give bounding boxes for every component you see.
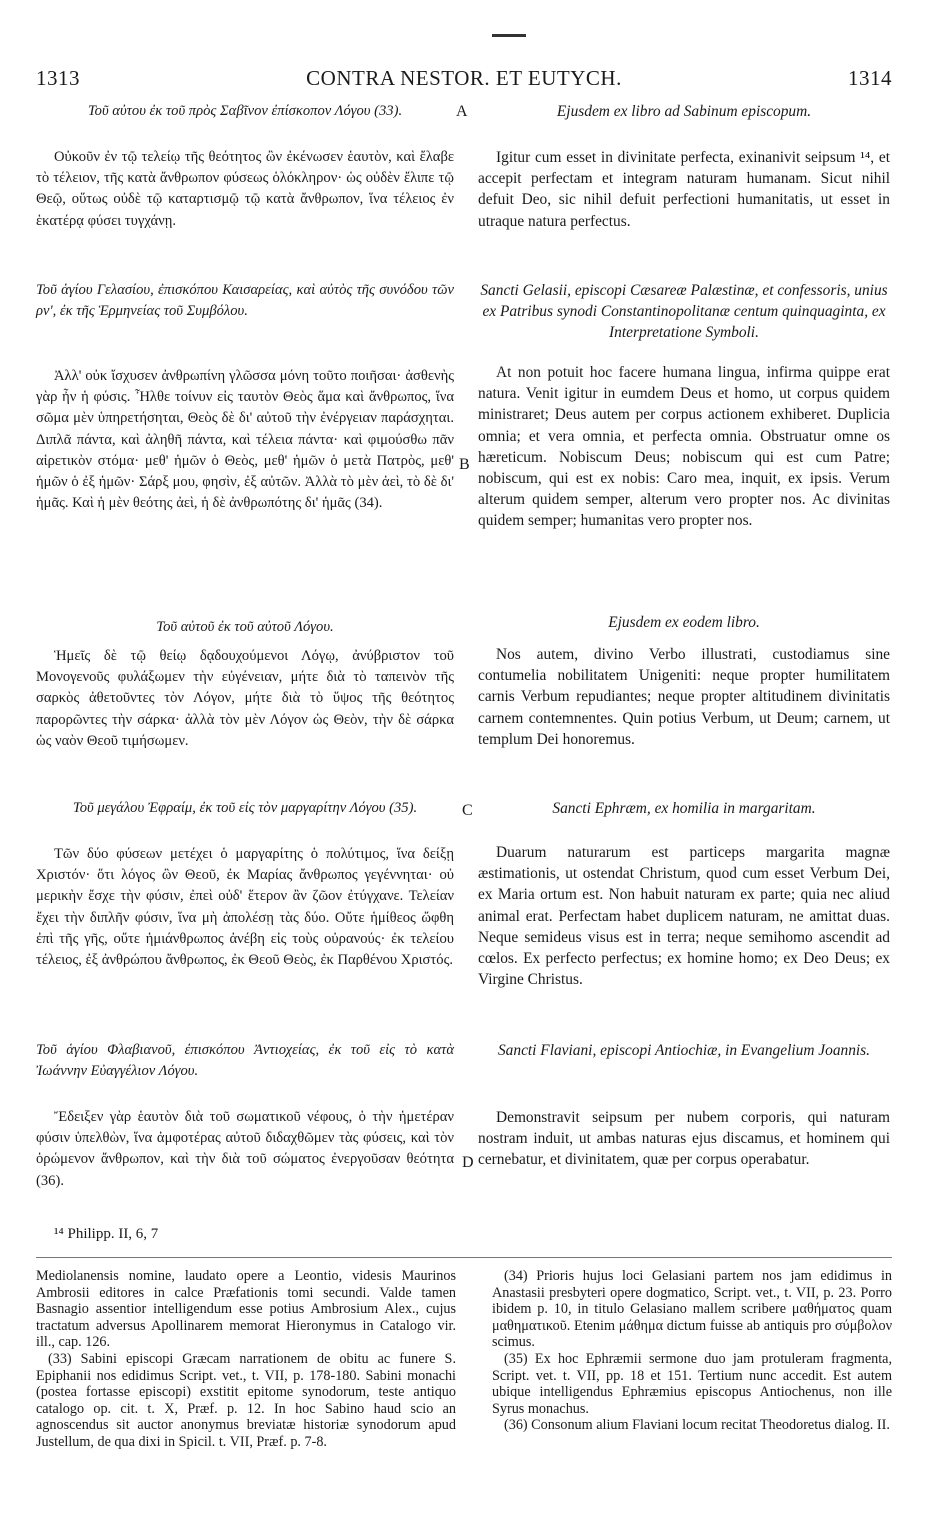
latin-heading-text: Ejusdem ex eodem libro. [608,614,760,631]
greek-paragraph-text: Ἔδειξεν γὰρ ἑαυτὸν διὰ τοῦ σωματικοῦ νέφους, ὁ τὴν ἡμετέραν φύσιν ὑπελθὼν, ἵνα ἀμφοτέρας αὐτοῦ διδαχθῶμεν τὰς φύσεις, καὶ τὸν ὁρώμενον ἄνθρωπον, καὶ τὴν διὰ τοῦ σώματος ἐνεργοῦσαν θεότητα (36). [36,1109,454,1189]
greek-paragraph-text: Τῶν δύο φύσεων μετέχει ὁ μαργαρίτης ὁ πολύτιμος, ἵνα δείξῃ Χριστόν· ὅτι λόγος ὢν Θεοῦ, ἐκ Μαρίας ἄνθρωπος γεγέννηται· οὐ μερικὴν ἔσχε τὴν φύσιν, ἐπεὶ οὐδ' ἕτερον ἂν ζῶον ἐτύγχανε. Τελείαν ἔχει τὴν διπλῆν φύσιν, ἵνα μὴ ἀπολέσῃ τὰς δύο. Οὔτε ἡμίθεος ὤφθη ἐπὶ τῆς γῆς, οὔτε ἡμιάνθρωπος ἀνέβη εἰς τοὺς οὐρανούς· ἐκ τελείου τέλειος, ἐξ ἀνθρώπου ἄνθρωπος, ἐκ Θεοῦ Θεὸς, ἐκ Παρθένου Χριστός. [36,846,454,969]
greek-heading-5 [36,1040,454,1082]
margin-letter-a: A [456,103,468,120]
latin-heading-1 [478,101,890,122]
top-dash [492,34,526,37]
latin-paragraph-3 [478,644,890,750]
greek-heading-text: Τοῦ μεγάλου Ἐφραίμ, ἐκ τοῦ εἰς τὸν μαργαρίτην Λόγου (35). [72,800,418,816]
greek-paragraph-text: Ἡμεῖς δὲ τῷ θείῳ δᾳδουχούμενοι Λόγῳ, ἀνύβριστον τοῦ Μονογενοῦς φυλάξωμεν τὴν εὐγένειαν, μήτε διὰ τὸ ταπεινὸν τῆς σαρκὸς ἀθετοῦντες τὸν Λόγον, μήτε διὰ τὸ ὕψος τῆς θεότητος παρορῶντες τὴν σάρκα· ἀλλὰ τὸν μὲν Λόγον ὡς Θεὸν, τὴν δὲ σάρκα ὡς ναὸν Θεοῦ τιμήσωμεν. [36,648,454,749]
notes-left-column [36,1268,456,1451]
scripture-footnote: ¹⁴ Philipp. II, 6, 7 [54,1226,159,1242]
note-right-1: (34) Prioris hujus loci Gelasiani partem nos jam edidimus in Anastasii presbyteri opere dogmatico, Script. vet., t. VII, p. 23. Porro ibidem p. 10, in titulo Gelasiano mallem scribere μαθήματος quam μαθηματικοῦ. Etenim μάθημα dictum fuisse ab antiquis pro σύμβολον scimus. [492,1268,892,1351]
greek-paragraph-text: Ἀλλ' οὐκ ἴσχυσεν ἀνθρωπίνη γλῶσσα μόνη τοῦτο ποιῆσαι· ἀσθενὴς γὰρ ἦν ἡ φύσις. Ἦλθε τοίνυν εἰς ταυτὸν Θεὸς ἅμα καὶ ἄνθρωπος, ἵνα σῶμα μὲν ὑπηρετήσηται, Θεὸς δὲ δι' αὐτοῦ τὴν ἐνέργειαν παράσχηται. Διπλᾶ πάντα, καὶ ἀληθῆ πάντα, καὶ τέλεια πάντα· καὶ φιμούσθω πᾶν αἱρετικὸν στόμα· μεθ' ἡμῶν ὁ Θεὸς, μεθ' ἡμῶν ὁ μετὰ Πατρὸς, μεθ' ἡμῶν ὁ ἐξ ἡμῶν· Σάρξ μου, φησὶν, ἐξ αὐτῶν. Ἀλλὰ τὸ μὲν ἀεὶ, τὸ δὲ δι' ἡμᾶς. Καὶ ἡ μὲν θεότης ἀεὶ, ἡ δὲ ἀνθρωπότης δι' ἡμᾶς (34). [36,368,454,512]
latin-paragraph-text: Nos autem, divino Verbo illustrati, custodiamus sine contumelia nobilitatem Unigeniti: neque propter humilitatem carnis Verbum repudiantes; neque propter altitudinem divinitatis carnem contemnentes. Quin potius Verbum, ut Deum; carnem, ut templum Dei honoremus. [478,646,890,748]
greek-paragraph-5 [36,1107,454,1192]
note-right-3: (36) Consonum alium Flaviani locum recitat Theodoretus dialog. II. [504,1417,890,1434]
greek-heading-3 [36,617,454,638]
page-number-right: 1314 [848,66,892,90]
greek-heading-text: Τοῦ ἁγίου Γελασίου, ἐπισκόπου Καισαρείας, καὶ αὐτὸς τῆς συνόδου τῶν ρν', ἐκ τῆς Ἑρμηνείας τοῦ Συμβόλου. [36,282,454,320]
note-left-2: (33) Sabini episcopi Græcam narrationem de obitu ac funere S. Epiphanii nos edidimus Script. vet., t. VII, p. 178-180. Sabini monachi (postea fortasse episcopi) exstitit epitome synodorum, teste antiquo catalogo op. cit. t. X, Præf. p. 12. In hoc Sabino haud scio an agnoscendus sit auctor anonymus breviatæ historiæ synodorum apud Justellum, de qua dixi in Spicil. t. VII, Præf. p. 7-8. [36,1350,456,1450]
greek-heading-text: Τοῦ αὐτου ἐκ τοῦ πρὸς Σαβῖνον ἐπίσκοπον Λόγου (33). [87,103,403,119]
greek-heading-4 [36,798,454,819]
notes-right-column [492,1268,892,1434]
latin-heading-3 [478,612,890,633]
notes-divider [36,1257,892,1258]
latin-paragraph-text: Igitur cum esset in divinitate perfecta, exinanivit seipsum ¹⁴, et accepit perfectam et integram naturam humanam. Sicut nihil defuit Deo, sic nihil defuit perfectioni humanitatis, ut esset in utraque natura perfectus. [478,149,890,230]
latin-paragraph-text: At non potuit hoc facere humana lingua, infirma quippe erat natura. Venit igitur in eumdem Deus et homo, ut corpus quidem ministraret; Deus autem per corpus actionem exhiberet. Duplicia omnia; et vera omnia, et perfecta omnia. Obstruatur omne os hæreticum. Nobiscum Deus; nobiscum qui est cum Patre; nobiscum, qui est ex nobis: Caro mea, inquit, ex ipsis. Verum alterum quidem semper, alterum vero propter nos. Ac divinitas quidem semper; humanitas vero propter nos. [478,364,890,530]
greek-heading-text: Τοῦ ἁγίου Φλαβιανοῦ, ἐπισκόπου Ἀντιοχείας, ἐκ τοῦ εἰς τὸ κατὰ Ἰωάννην Εὐαγγέλιον Λόγου. [36,1042,454,1080]
greek-paragraph-1 [36,147,454,232]
latin-paragraph-5 [478,1107,890,1171]
latin-paragraph-text: Duarum naturarum est particeps margarita magnæ æstimationis, ut ostendat Christum, quod cum esset Verbum Dei, ex Maria ortum est. Non habuit naturam ex parte; quia nec aliud animal erat. Perfectam habet duplicem naturam, ne amittat duas. Neque semideus visus est in terra; neque semihomo ascendit ad cœlos. Ex perfecto perfectus; ex homine homo; ex Deo Deus; ex Virgine Christus. [478,844,890,989]
note-right-2: (35) Ex hoc Ephræmii sermone duo jam protuleram fragmenta, Script. vet. t. VII, pp. 18 et 151. Tertium nunc accedit. Est autem ubique intelligendus Ephræmius episcopus Antiochenus, non ille Syrus monachus. [492,1350,892,1417]
latin-heading-4 [478,798,890,819]
greek-paragraph-text: Οὐκοῦν ἐν τῷ τελείῳ τῆς θεότητος ὢν ἐκένωσεν ἑαυτὸν, καὶ ἔλαβε τὸ τέλειον, τῆς κατὰ ἄνθρωπον φύσεως ὁλόκληρον· ὡς οὐδὲν ἔλιπε τῷ Θεῷ, οὕτως οὐδὲ τῷ καταρτισμῷ τῷ κατὰ ἄνθρωπον, ἵνα τέλειος ἐν ἑκατέρᾳ φύσει τυγχάνῃ. [36,149,454,229]
latin-paragraph-1 [478,147,890,232]
margin-letter-c: C [462,802,473,819]
greek-paragraph-2 [36,366,454,514]
latin-heading-2 [478,280,890,344]
running-title: CONTRA NESTOR. ET EUTYCH. [306,66,622,90]
latin-paragraph-4 [478,842,890,990]
margin-letter-d: D [462,1154,474,1171]
latin-heading-text: Sancti Ephræm, ex homilia in margaritam. [552,800,816,817]
greek-paragraph-4 [36,844,454,971]
greek-heading-text: Τοῦ αὐτοῦ ἐκ τοῦ αὐτοῦ Λόγου. [156,619,334,635]
latin-heading-text: Ejusdem ex libro ad Sabinum episcopum. [556,103,812,120]
greek-heading-2 [36,280,454,322]
greek-paragraph-3 [36,646,454,752]
latin-heading-text: Sancti Flaviani, episcopi Antiochiæ, in Evangelium Joannis. [497,1042,871,1059]
page-header [36,66,892,96]
page-number-left: 1313 [36,66,80,90]
note-left-1: Mediolanensis nomine, laudato opere a Leontio, videsis Maurinos Ambrosii editores in calce Præfationis tomi secundi. Valde tamen Basnagio assentior intelligendum esse potius Ambrosium Alex., cujus tractatum adversus Apollinarem memorat Hieronymus in Catalogo vir. ill., cap. 126. [36,1268,456,1351]
latin-paragraph-text: Demonstravit seipsum per nubem corporis, qui naturam nostram induit, ut ambas naturas ejus discamus, et hominem qui cernebatur, et divinitatem, quæ per corpus operabatur. [478,1109,890,1169]
margin-letter-b: B [459,456,470,473]
latin-paragraph-2 [478,362,890,532]
latin-heading-5 [478,1040,890,1061]
greek-heading-1 [36,101,454,122]
latin-heading-text: Sancti Gelasii, episcopi Cæsareæ Palæstinæ, et confessoris, unius ex Patribus synodi Constantinopolitanæ centum quinquaginta, ex Interpretatione Symboli. [480,282,888,342]
